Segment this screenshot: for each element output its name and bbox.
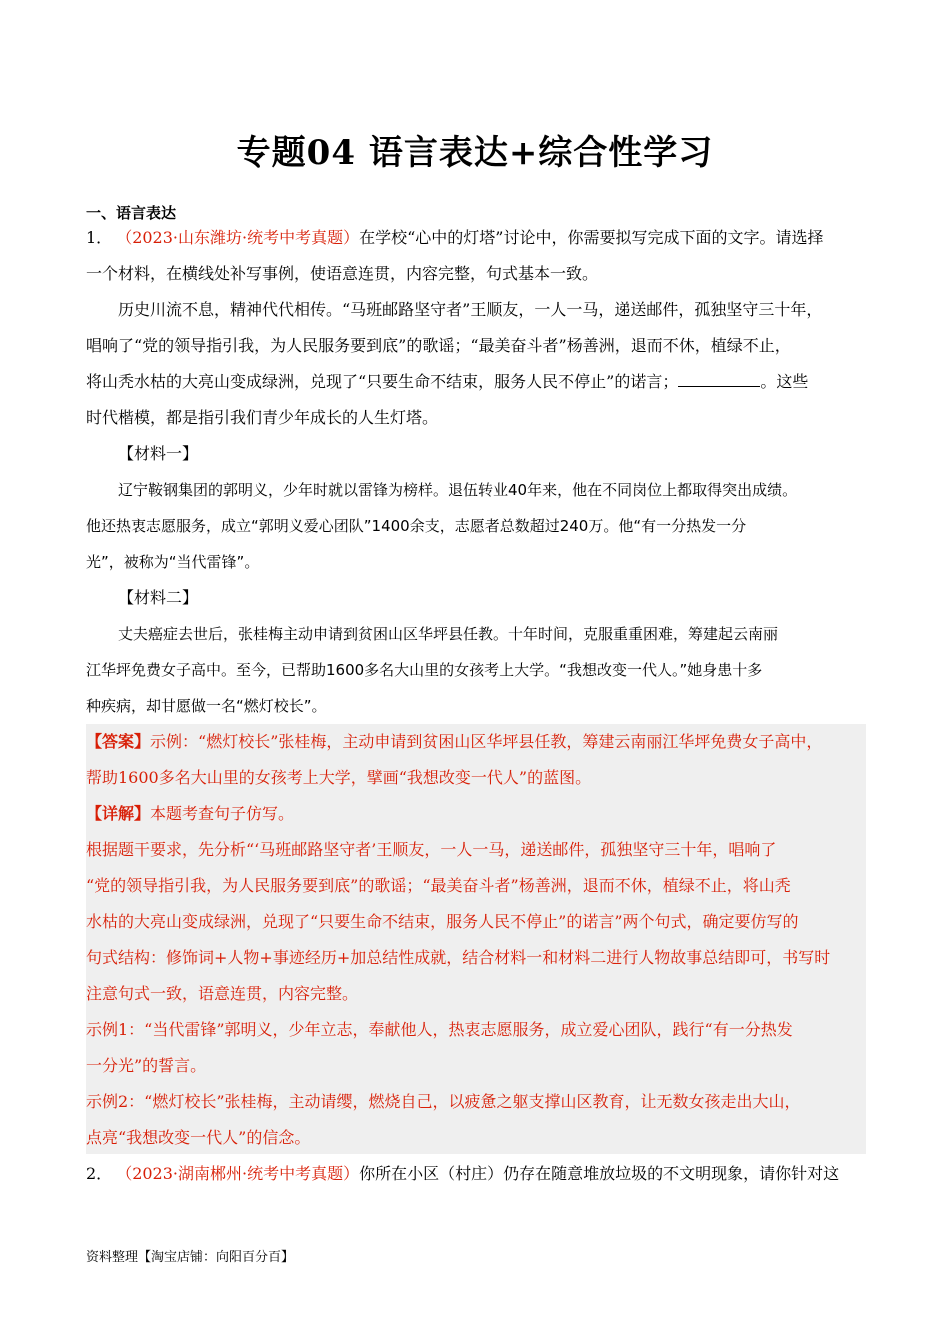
q2-number: 2．	[86, 1164, 113, 1183]
q1-prompt-line2: 一个材料，在横线处补写事例，使语意连贯，内容完整，句式基本一致。	[86, 264, 599, 283]
example-line: 示例2：“燃灯校长”张桂梅，主动请缨，燃烧自己，以疲惫之躯支撑山区教育，让无数女孩走出大山，	[86, 1092, 801, 1111]
q1-prompt-text: 在学校“心中的灯塔”讨论中，你需要拟写完成下面的文字。请选择	[359, 228, 824, 247]
detail-tag: 【详解】	[86, 804, 151, 823]
answer-text: 示例：“燃灯校长”张桂梅，主动申请到贫困山区华坪县任教，筹建云南丽江华坪免费女子高中，	[150, 732, 823, 751]
detail-line: 注意句式一致，语意连贯，内容完整。	[86, 984, 359, 1003]
q1-prompt-line	[86, 226, 876, 250]
example-line: 一分光”的誓言。	[86, 1056, 207, 1075]
answer-line	[86, 730, 876, 754]
detail-text: 本题考查句子仿写。	[150, 804, 295, 823]
section-heading: 一、语言表达	[86, 204, 177, 222]
material-line: 江华坪免费女子高中。至今，已帮助1600多名大山里的女孩考上大学。“我想改变一代人。”她身患十多	[86, 661, 763, 679]
passage-text: 。这些	[760, 372, 809, 391]
material-line: 种疾病，却甘愿做一名“燃灯校长”。	[86, 697, 327, 715]
q1-number: 1．	[86, 228, 113, 247]
detail-line: 句式结构：修饰词+人物+事迹经历+加总结性成就，结合材料一和材料二进行人物故事总结即可，书写时	[86, 948, 831, 967]
material-line: 他还热衷志愿服务，成立“郭明义爱心团队”1400余支，志愿者总数超过240万。他“有一分热发一分	[86, 517, 747, 535]
passage-line: 历史川流不息，精神代代相传。“马班邮路坚守者”王顺友，一人一马，递送邮件，孤独坚守三十年，	[118, 300, 823, 319]
material-line: 辽宁鞍钢集团的郭明义，少年时就以雷锋为榜样。退伍转业40年来，他在不同岗位上都取得突出成绩。	[118, 481, 798, 499]
footer-note: 资料整理【淘宝店铺：向阳百分百】	[86, 1250, 295, 1265]
detail-line: 根据题干要求，先分析“‘马班邮路坚守者’王顺友，一人一马，递送邮件，孤独坚守三十年，唱响了	[86, 840, 777, 859]
detail-line	[86, 802, 876, 826]
answer-blank[interactable]	[678, 372, 760, 387]
example-line: 示例1：“当代雷锋”郭明义，少年立志，奉献他人，热衷志愿服务，成立爱心团队，践行“有一分热发	[86, 1020, 793, 1039]
passage-line	[86, 370, 876, 394]
answer-tag: 【答案】	[86, 732, 151, 751]
material-line: 光”，被称为“当代雷锋”。	[86, 553, 260, 571]
detail-line: “党的领导指引我，为人民服务要到底”的歌谣；“最美奋斗者”杨善洲，退而不休，植绿不止，将山秃	[86, 876, 791, 895]
q2-prompt-text: 你所在小区（村庄）仍存在随意堆放垃圾的不文明现象，请你针对这	[359, 1164, 840, 1183]
q2-prompt-line	[86, 1162, 876, 1186]
page-title: 专题04 语言表达+综合性学习	[236, 133, 714, 173]
example-line: 点亮“我想改变一代人”的信念。	[86, 1128, 311, 1147]
passage-line: 唱响了“党的领导指引我，为人民服务要到底”的歌谣；“最美奋斗者”杨善洲，退而不休，植绿不止，	[86, 336, 791, 355]
answer-line: 帮助1600多名大山里的女孩考上大学，擘画“我想改变一代人”的蓝图。	[86, 768, 592, 787]
detail-line: 水枯的大亮山变成绿洲，兑现了“只要生命不结束，服务人民不停止”的诺言”两个句式，确定要仿写的	[86, 912, 799, 931]
passage-text: 将山秃水枯的大亮山变成绿洲，兑现了“只要生命不结束，服务人民不停止”的诺言；	[86, 372, 679, 391]
q1-source: （2023·山东潍坊·统考中考真题）	[124, 228, 360, 247]
passage-line: 时代楷模，都是指引我们青少年成长的人生灯塔。	[86, 408, 439, 427]
q2-source: （2023·湖南郴州·统考中考真题）	[124, 1164, 360, 1183]
material1-label: 【材料一】	[118, 444, 199, 463]
material2-label: 【材料二】	[118, 588, 199, 607]
material-line: 丈夫癌症去世后，张桂梅主动申请到贫困山区华坪县任教。十年时间，克服重重困难，筹建起云南丽	[118, 625, 779, 643]
